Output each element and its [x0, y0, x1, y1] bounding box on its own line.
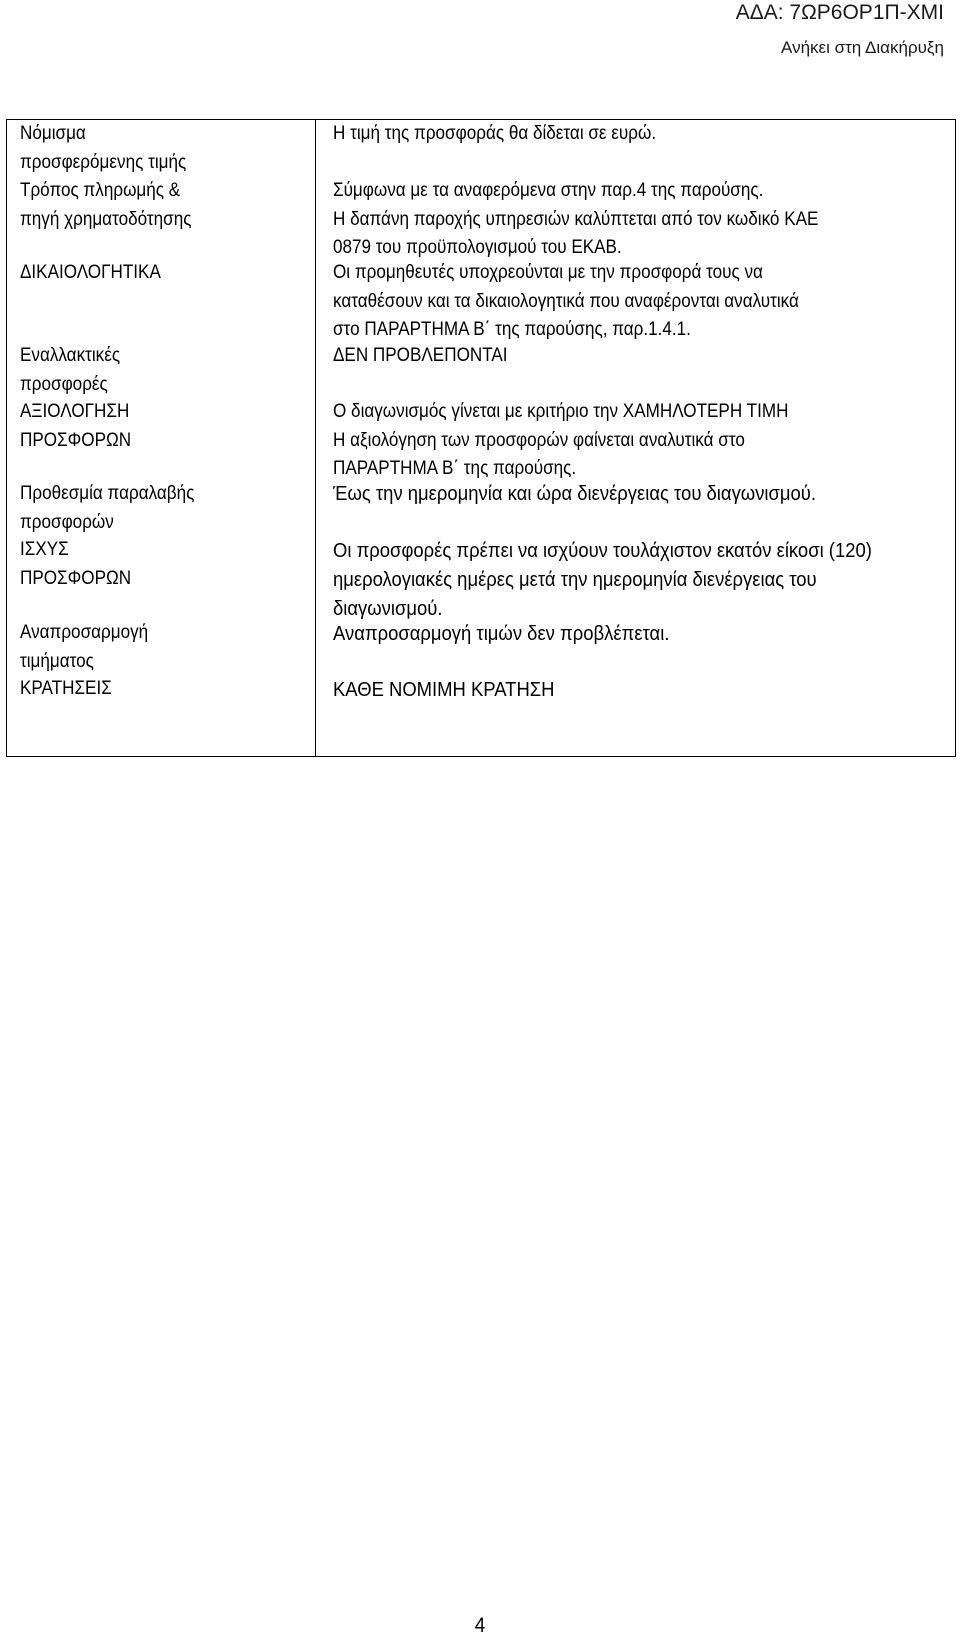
row-label-validity: ΙΣΧΥΣ ΠΡΟΣΦΟΡΩΝ	[20, 539, 132, 589]
terms-table	[6, 119, 956, 757]
document-reference: Ανήκει στη Διακήρυξη	[781, 38, 944, 57]
row-label-payment: Τρόπος πληρωμής & πηγή χρηματοδότησης	[20, 180, 192, 230]
row-label-evaluation: ΑΞΙΟΛΟΓΗΣΗ ΠΡΟΣΦΟΡΩΝ	[20, 401, 132, 451]
row-value-currency: Η τιμή της προσφοράς θα δίδεται σε ευρώ.	[333, 123, 657, 144]
row-value-documents: Οι προμηθευτές υποχρεούνται με την προσφορά τους να καταθέσουν και τα δικαιολογητικά που αναφέρονται αναλυτικά στο ΠΑΡΑΡΤΗΜΑ Β΄ της παρούσης, παρ.1.4.1.	[333, 262, 799, 340]
page-number: 4	[474, 1614, 486, 1637]
column-divider	[315, 120, 316, 756]
row-value-deductions: ΚΑΘΕ ΝΟΜΙΜΗ ΚΡΑΤΗΣΗ	[333, 678, 555, 701]
row-value-evaluation: Ο διαγωνισμός γίνεται με κριτήριο την ΧΑΜΗΛΟΤΕΡΗ ΤΙΜΗ Η αξιολόγηση των προσφορών φαίνεται αναλυτικά στο ΠΑΡΑΡΤΗΜΑ Β΄ της παρούσης.	[333, 401, 789, 479]
ada-code: ΑΔΑ: 7ΩΡ6ΟΡ1Π-ΧΜΙ	[735, 1, 944, 24]
row-label-deadline: Προθεσμία παραλαβής προσφορών	[20, 483, 195, 533]
row-label-documents: ΔΙΚΑΙΟΛΟΓΗΤΙΚΑ	[20, 262, 161, 283]
row-label-deductions: ΚΡΑΤΗΣΕΙΣ	[20, 678, 112, 699]
row-value-validity: Οι προσφορές πρέπει να ισχύουν τουλάχιστον εκατόν είκοσι (120) ημερολογιακές ημέρες μετά την ημερομηνία διενέργειας του διαγωνισμού.	[333, 539, 872, 620]
row-label-price-adjustment: Αναπροσαρμογή τιμήματος	[20, 622, 149, 672]
row-value-alternative-offers: ΔΕΝ ΠΡΟΒΛΕΠΟΝΤΑΙ	[333, 345, 508, 366]
row-value-deadline: Έως την ημερομηνία και ώρα διενέργειας του διαγωνισμού.	[333, 482, 817, 505]
row-label-alternative-offers: Εναλλακτικές προσφορές	[20, 345, 121, 395]
row-value-price-adjustment: Αναπροσαρμογή τιμών δεν προβλέπεται.	[333, 622, 670, 645]
row-label-currency: Νόμισμα προσφερόμενης τιμής	[20, 123, 187, 173]
row-value-payment: Σύμφωνα με τα αναφερόμενα στην παρ.4 της παρούσης. Η δαπάνη παροχής υπηρεσιών καλύπτεται από τον κωδικό ΚΑΕ 0879 του προϋπολογισμού του ΕΚΑΒ.	[333, 180, 819, 258]
